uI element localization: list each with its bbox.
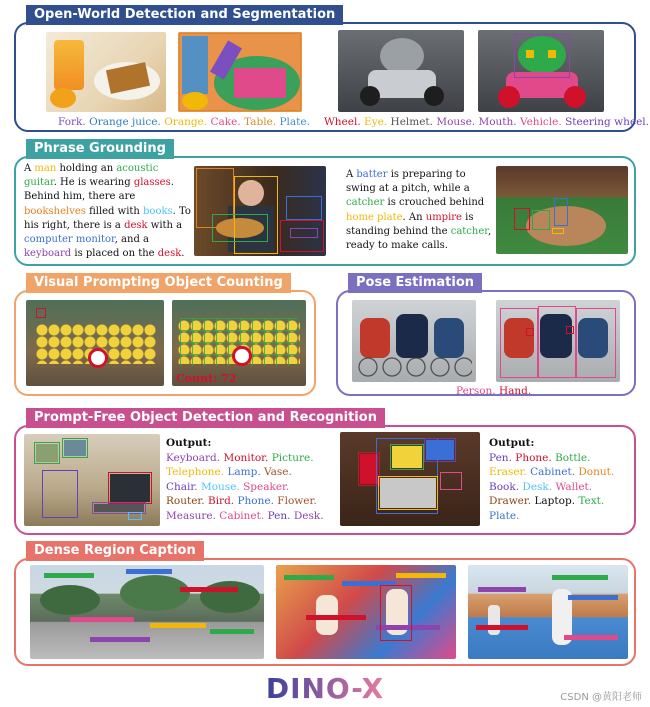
- caption-token: Pen.: [489, 451, 512, 464]
- caption-token: umpire: [425, 211, 462, 223]
- caption-token: Flower.: [277, 495, 317, 508]
- caption-token: A: [346, 169, 357, 180]
- open-world-captions-left: [58, 116, 310, 129]
- caption-token: glasses: [133, 177, 171, 189]
- caption-token: Wallet.: [555, 480, 593, 493]
- caption-token: Bird.: [207, 495, 235, 508]
- caption-token: filled with: [85, 205, 144, 217]
- street-image: [30, 565, 264, 659]
- caption-token: Book.: [489, 480, 520, 493]
- output-line: [166, 451, 334, 466]
- watermark: CSDN @黄阳老师: [560, 692, 642, 703]
- caption-token: , ready to make calls.: [346, 225, 492, 252]
- caption-token: Orange.: [164, 116, 208, 128]
- baseball-image: [496, 166, 628, 254]
- phrase-right-paragraph: [346, 168, 498, 253]
- open-world-captions-right: [324, 116, 649, 129]
- caption-token: Eye.: [364, 116, 388, 128]
- caption-token: Steering wheel.: [565, 116, 649, 128]
- caption-token: Pen.: [267, 509, 291, 522]
- caption-token: Helmet.: [390, 116, 433, 128]
- output-line: [166, 509, 334, 524]
- caption-token: Cake.: [210, 116, 241, 128]
- caption-token: Router.: [166, 495, 205, 508]
- caption-token: Speaker.: [243, 480, 290, 493]
- caption-token: catcher: [450, 225, 488, 237]
- caption-token: Phone.: [237, 495, 274, 508]
- pose-captions: [456, 385, 531, 398]
- caption-token: Fork.: [58, 116, 86, 128]
- caption-token: Mouse.: [200, 480, 240, 493]
- caption-token: Phone.: [515, 451, 552, 464]
- mouse-car-image: [338, 30, 464, 112]
- caption-token: Mouse.: [436, 116, 476, 128]
- caption-token: Bottle.: [555, 451, 591, 464]
- caption-token: home plate: [346, 211, 403, 223]
- race-image: [468, 565, 628, 659]
- caption-token: acoustic guitar: [24, 163, 159, 189]
- lemons-count-image: [172, 300, 306, 386]
- caption-token: Telephone.: [166, 466, 225, 479]
- caption-token: desk: [124, 219, 148, 231]
- caption-token: . Behind him, there are: [24, 177, 174, 203]
- caption-token: Vehicle.: [519, 116, 562, 128]
- caption-token: Plate.: [489, 509, 520, 522]
- caption-token: Donut.: [578, 466, 615, 479]
- caption-token: is preparing to swing at a pitch, while a: [346, 169, 470, 195]
- output-line: [166, 465, 334, 480]
- caption-token: Monitor.: [223, 451, 269, 464]
- caption-token: . He is wearing: [53, 177, 134, 189]
- output-line: [489, 451, 629, 466]
- caption-token: Text.: [578, 495, 605, 508]
- caption-token: Keyboard.: [166, 451, 221, 464]
- caption-token: Orange juice.: [89, 116, 161, 128]
- caption-token: Picture.: [271, 451, 314, 464]
- footer-title: DINO-X: [265, 672, 385, 705]
- cyclists-pose-image: [496, 300, 620, 382]
- caption-token: man: [34, 163, 57, 174]
- caption-token: desk: [157, 248, 182, 260]
- output-line: [489, 480, 629, 495]
- food-image: [46, 32, 166, 112]
- caption-token: is crouched behind: [384, 197, 485, 209]
- output-line: [489, 465, 629, 480]
- caption-token: . To his right, there is a: [24, 205, 191, 231]
- caption-token: Eraser.: [489, 466, 527, 479]
- output-label-left: Output:: [166, 437, 212, 449]
- caption-token: holding an: [56, 163, 117, 174]
- office-image: [24, 434, 160, 526]
- caption-token: Wheel.: [324, 116, 361, 128]
- prompt-free-right-output: [489, 436, 629, 524]
- caption-token: Chair.: [166, 480, 198, 493]
- caption-token: with a: [147, 219, 183, 231]
- food-seg-image: [178, 32, 302, 112]
- caption-token: is placed on the: [71, 248, 158, 260]
- phrase-grounding-title: Phrase Grounding: [26, 139, 174, 159]
- caption-token: Lamp.: [227, 466, 261, 479]
- caption-token: books: [143, 205, 173, 217]
- count-label: Count: 72: [176, 372, 237, 385]
- pose-title: Pose Estimation: [348, 273, 482, 293]
- output-label-right: Output:: [489, 437, 535, 449]
- caption-token: keyboard: [24, 248, 72, 260]
- dense-caption-title: Dense Region Caption: [26, 541, 204, 561]
- caption-token: Table.: [244, 116, 277, 128]
- prompt-free-left-output: [166, 436, 334, 524]
- caption-token: Measure.: [166, 509, 216, 522]
- cyclists-image: [352, 300, 476, 382]
- caption-token: catcher: [346, 197, 385, 209]
- caption-token: Hand.: [498, 385, 532, 397]
- caption-token: Desk.: [522, 480, 553, 493]
- phrase-left-paragraph: [24, 162, 192, 261]
- caption-token: . An: [402, 211, 426, 223]
- caption-token: Plate.: [279, 116, 310, 128]
- caption-token: Drawer.: [489, 495, 532, 508]
- playground-image: [276, 565, 456, 659]
- caption-token: Desk.: [293, 509, 324, 522]
- mouse-car-seg-image: [478, 30, 604, 112]
- output-line: [489, 494, 629, 509]
- guitar-man-image: [194, 166, 326, 256]
- desk-items-image: [340, 432, 480, 526]
- caption-token: Mouth.: [478, 116, 517, 128]
- caption-token: .: [181, 248, 185, 260]
- caption-token: computer monitor: [24, 234, 115, 246]
- caption-token: A: [24, 163, 35, 174]
- lemons-image: [26, 300, 164, 386]
- counting-title: Visual Prompting Object Counting: [26, 273, 291, 293]
- caption-token: is standing behind the: [346, 211, 474, 237]
- output-line: [166, 480, 334, 495]
- caption-token: Cabinet.: [530, 466, 576, 479]
- output-line: [489, 509, 629, 524]
- caption-token: Person.: [456, 385, 496, 397]
- caption-token: batter: [356, 169, 388, 180]
- output-line: [166, 494, 334, 509]
- caption-token: bookshelves: [24, 205, 86, 217]
- caption-token: Laptop.: [534, 495, 576, 508]
- prompt-free-title: Prompt-Free Object Detection and Recognition: [26, 408, 385, 428]
- open-world-title: Open-World Detection and Segmentation: [26, 5, 343, 25]
- caption-token: Vase.: [264, 466, 292, 479]
- caption-token: , and a: [114, 234, 150, 246]
- caption-token: Cabinet.: [219, 509, 265, 522]
